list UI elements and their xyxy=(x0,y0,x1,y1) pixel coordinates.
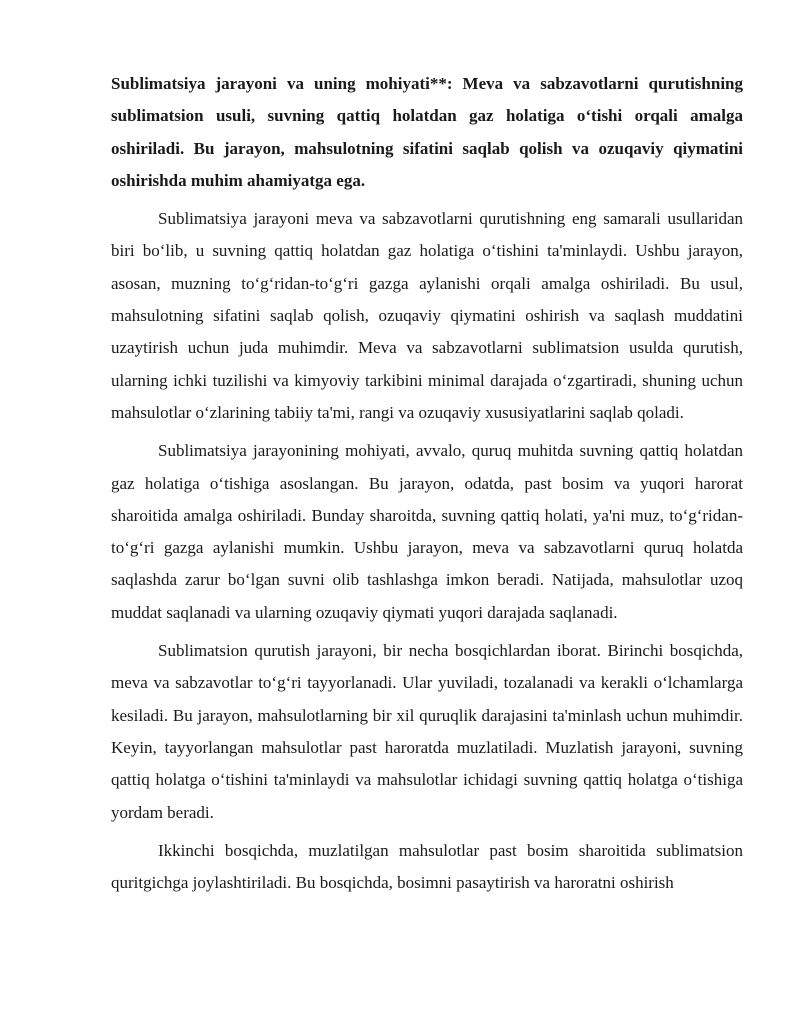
document-page xyxy=(111,68,743,905)
paragraph-1: Sublimatsiya jarayoni meva va sabzavotlarni qurutishning eng samarali usullaridan biri bo‘lib, u suvning qattiq holatdan gaz holatiga o‘tishini ta'minlaydi. Ushbu jarayon, asosan, muzning to‘g‘ridan-to‘g‘ri gazga aylanishi orqali amalga oshiriladi. Bu usul, mahsulotning sifatini saqlab qolish, ozuqaviy qiymatini oshirish va saqlash muddatini uzaytirish uchun juda muhimdir. Meva va sabzavotlarni sublimatsion usulda qurutish, ularning ichki tuzilishi va kimyoviy tarkibini minimal darajada o‘zgartiradi, shuning uchun mahsulotlar o‘zlarining tabiiy ta'mi, rangi va ozuqaviy xususiyatlarini saqlab qoladi. xyxy=(111,209,743,422)
paragraph-2: Sublimatsiya jarayonining mohiyati, avvalo, quruq muhitda suvning qattiq holatdan gaz holatiga o‘tishiga asoslangan. Bu jarayon, odatda, past bosim va yuqori harorat sharoitida amalga oshiriladi. Bunday sharoitda, suvning qattiq holati, ya'ni muz, to‘g‘ridan-to‘g‘ri gazga aylanishi mumkin. Ushbu jarayon, meva va sabzavotlarni quruq holatda saqlashda zarur bo‘lgan suvni olib tashlashga imkon beradi. Natijada, mahsulotlar uzoq muddat saqlanadi va ularning ozuqaviy qiymati yuqori darajada saqlanadi. xyxy=(111,441,743,622)
paragraph-3: Sublimatsion qurutish jarayoni, bir necha bosqichlardan iborat. Birinchi bosqichda, meva va sabzavotlar to‘g‘ri tayyorlanadi. Ular yuviladi, tozalanadi va kerakli o‘lchamlarga kesiladi. Bu jarayon, mahsulotlarning bir xil quruqlik darajasini ta'minlash uchun muhimdir. Keyin, tayyorlangan mahsulotlar past haroratda muzlatiladi. Muzlatish jarayoni, suvning qattiq holatga o‘tishini ta'minlaydi va mahsulotlar ichidagi suvning qattiq holatga o‘tishiga yordam beradi. xyxy=(111,641,743,822)
section-heading: Sublimatsiya jarayoni va uning mohiyati**: Meva va sabzavotlarni qurutishning sublimatsion usuli, suvning qattiq holatdan gaz holatiga o‘tishi orqali amalga oshiriladi. Bu jarayon, mahsulotning sifatini saqlab qolish va ozuqaviy qiymatini oshirishda muhim ahamiyatga ega. xyxy=(111,74,743,190)
paragraph-4: Ikkinchi bosqichda, muzlatilgan mahsulotlar past bosim sharoitida sublimatsion quritgichga joylashtiriladi. Bu bosqichda, bosimni pasaytirish va haroratni oshirish xyxy=(111,840,743,893)
